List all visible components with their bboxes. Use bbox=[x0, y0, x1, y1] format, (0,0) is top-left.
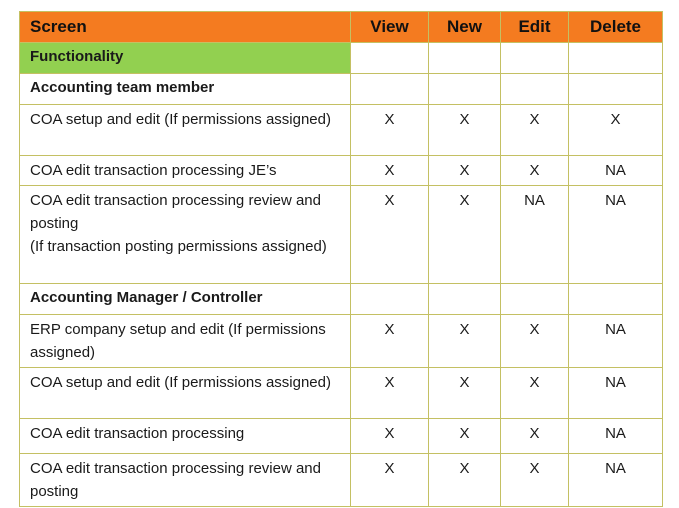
permissions-table bbox=[19, 11, 663, 507]
row-label: COA setup and edit (If permissions assigned) bbox=[20, 105, 351, 156]
cell-delete: NA bbox=[569, 156, 663, 186]
cell-delete: NA bbox=[569, 454, 663, 507]
row-label: COA edit transaction processing bbox=[20, 419, 351, 454]
cell-view: X bbox=[351, 186, 429, 284]
row-label: COA setup and edit (If permissions assigned) bbox=[20, 368, 351, 419]
section-empty-cell bbox=[429, 74, 501, 105]
cell-view: X bbox=[351, 105, 429, 156]
cell-edit: X bbox=[501, 419, 569, 454]
section-empty-cell bbox=[351, 74, 429, 105]
row-label: COA edit transaction processing review and posting (If transaction posting permissions assigned) bbox=[20, 186, 351, 284]
cell-new: X bbox=[429, 105, 501, 156]
table-row bbox=[20, 368, 663, 419]
cell-delete: X bbox=[569, 105, 663, 156]
header-screen: Screen bbox=[20, 12, 351, 43]
section-empty-cell bbox=[501, 43, 569, 74]
section-title: Functionality bbox=[20, 43, 351, 74]
section-empty-cell bbox=[351, 43, 429, 74]
header-delete: Delete bbox=[569, 12, 663, 43]
cell-delete: NA bbox=[569, 186, 663, 284]
section-empty-cell bbox=[569, 43, 663, 74]
table-row bbox=[20, 105, 663, 156]
cell-edit: X bbox=[501, 368, 569, 419]
section-title: Accounting team member bbox=[20, 74, 351, 105]
table-row bbox=[20, 186, 663, 284]
cell-delete: NA bbox=[569, 315, 663, 368]
cell-edit: NA bbox=[501, 186, 569, 284]
cell-delete: NA bbox=[569, 419, 663, 454]
row-label: COA edit transaction processing review and posting bbox=[20, 454, 351, 507]
section-empty-cell bbox=[429, 284, 501, 315]
table-row bbox=[20, 156, 663, 186]
cell-new: X bbox=[429, 315, 501, 368]
cell-new: X bbox=[429, 454, 501, 507]
section-row bbox=[20, 43, 663, 74]
section-row bbox=[20, 74, 663, 105]
table-body bbox=[20, 43, 663, 507]
cell-new: X bbox=[429, 419, 501, 454]
section-empty-cell bbox=[351, 284, 429, 315]
section-title: Accounting Manager / Controller bbox=[20, 284, 351, 315]
cell-edit: X bbox=[501, 105, 569, 156]
cell-view: X bbox=[351, 156, 429, 186]
row-label: ERP company setup and edit (If permissions assigned) bbox=[20, 315, 351, 368]
cell-view: X bbox=[351, 419, 429, 454]
section-row bbox=[20, 284, 663, 315]
section-empty-cell bbox=[501, 284, 569, 315]
header-new: New bbox=[429, 12, 501, 43]
cell-view: X bbox=[351, 315, 429, 368]
row-label: COA edit transaction processing JE’s bbox=[20, 156, 351, 186]
table-row bbox=[20, 454, 663, 507]
cell-edit: X bbox=[501, 156, 569, 186]
cell-delete: NA bbox=[569, 368, 663, 419]
section-empty-cell bbox=[569, 284, 663, 315]
cell-view: X bbox=[351, 368, 429, 419]
cell-view: X bbox=[351, 454, 429, 507]
table-row bbox=[20, 419, 663, 454]
section-empty-cell bbox=[569, 74, 663, 105]
cell-edit: X bbox=[501, 454, 569, 507]
cell-new: X bbox=[429, 368, 501, 419]
cell-new: X bbox=[429, 186, 501, 284]
cell-edit: X bbox=[501, 315, 569, 368]
cell-new: X bbox=[429, 156, 501, 186]
header-row bbox=[20, 12, 663, 43]
section-empty-cell bbox=[501, 74, 569, 105]
table-row bbox=[20, 315, 663, 368]
header-view: View bbox=[351, 12, 429, 43]
section-empty-cell bbox=[429, 43, 501, 74]
header-edit: Edit bbox=[501, 12, 569, 43]
